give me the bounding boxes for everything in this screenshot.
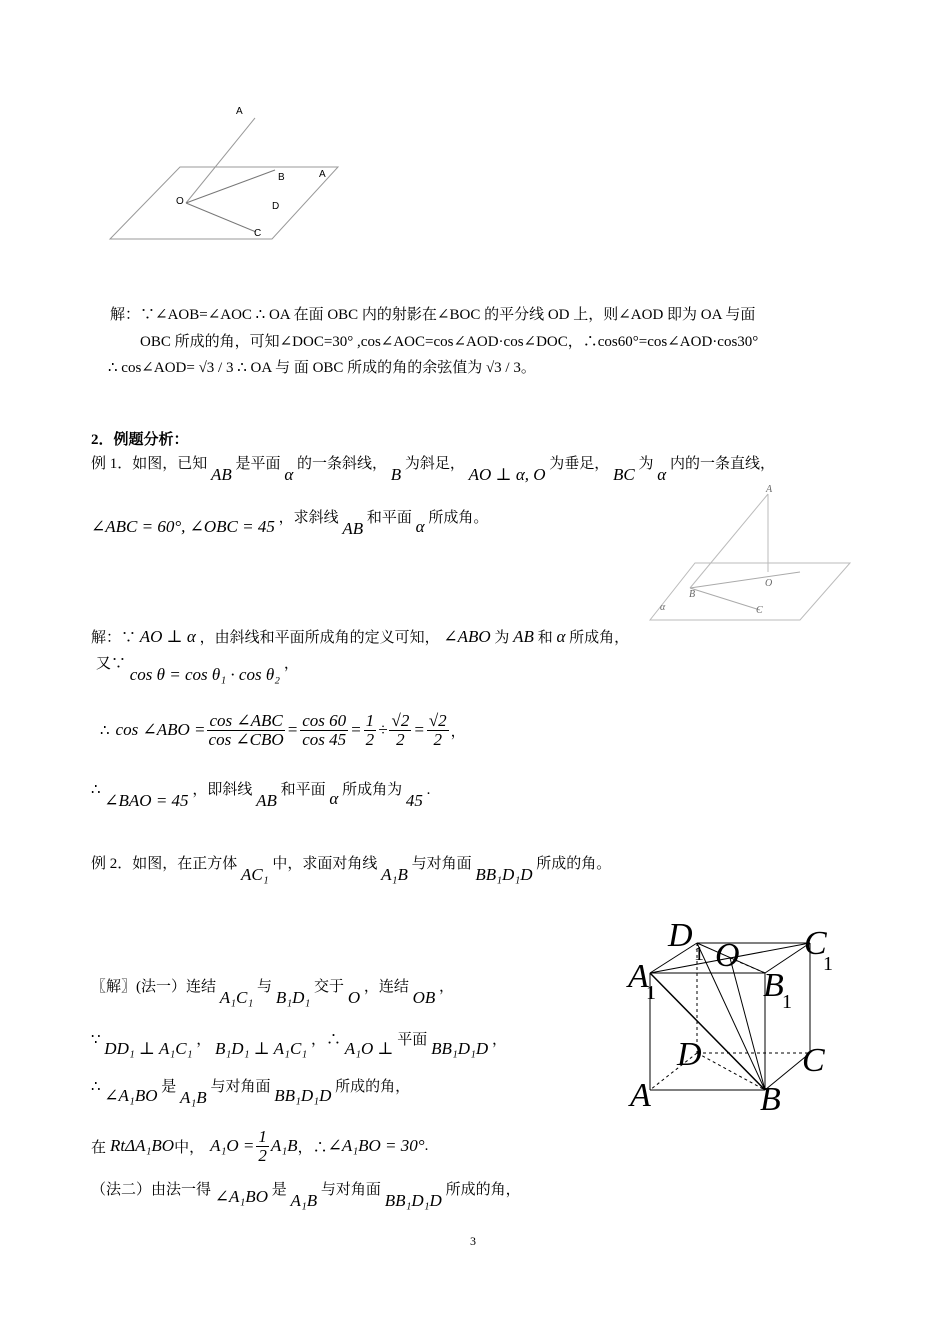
ex2-t2: 中，求面对角线 — [272, 856, 378, 872]
sol3-l2i: ， — [491, 1032, 507, 1048]
frac1-den: cos ∠CBO — [208, 729, 284, 749]
sol2-p4i: . — [426, 782, 431, 798]
sol2-p1h: α — [556, 627, 566, 646]
label-d: D — [272, 201, 280, 212]
sol3-line2 — [91, 1028, 507, 1058]
label-o: O — [176, 196, 184, 207]
label-c1: C — [804, 925, 827, 962]
ex1-b: B — [390, 465, 402, 484]
section-title: 2．例题分析： — [91, 432, 189, 448]
sol3-l5f: BB₁D₁D — [384, 1191, 442, 1210]
sol3-l2e: ，∴ — [310, 1032, 341, 1048]
sol3-l2d: B₁D₁ ⊥ A₁C₁ — [215, 1039, 308, 1058]
sol3-l3c: 是 — [161, 1079, 177, 1095]
frac3-den: 2 — [365, 729, 375, 749]
sol2-line1 — [91, 626, 629, 647]
sol3-l4e: A₁B — [270, 1136, 298, 1156]
frac2-num: cos 60 — [302, 711, 347, 730]
sol2-p2c: ， — [283, 656, 299, 672]
line-oc — [186, 203, 256, 232]
ex1-t1: 是平面 — [235, 456, 281, 472]
sol3-l2c: ， — [196, 1032, 212, 1048]
sol3-l3f: BB₁D₁D — [274, 1086, 332, 1105]
sol3-line3 — [91, 1075, 411, 1107]
ex2-t1: 例 2．如图，在正方体 — [91, 856, 238, 872]
label-d1: D — [668, 917, 693, 954]
ex1-line2 — [91, 506, 489, 538]
sol2-p1b: AO ⊥ α — [139, 627, 196, 646]
sol3-l2a: ∵ — [91, 1032, 101, 1048]
sol3-l4d: A₁O = — [210, 1136, 255, 1156]
fraction-half — [256, 1128, 269, 1165]
plane-parallelogram — [110, 167, 338, 239]
label-o: O — [715, 937, 740, 974]
sol3-l4g: ∠A₁BO = 30° — [327, 1136, 425, 1156]
sol3-l3g: 所成的角， — [335, 1079, 411, 1095]
frac4-num: √2 — [391, 711, 410, 730]
sol2-p2a: 又∵ — [96, 656, 127, 672]
sol3-l1b: A₁C₁ — [219, 988, 254, 1007]
sol3-l3e: 与对角面 — [210, 1079, 271, 1095]
edge-d-b — [697, 1053, 765, 1090]
label-b1-sub: 1 — [782, 991, 792, 1013]
ex1-line1 — [91, 452, 775, 484]
sol2-p4e: 和平面 — [280, 782, 326, 798]
sol2-p4c: ，即斜线 — [192, 782, 253, 798]
line-bc — [690, 588, 760, 610]
sol2-line3 — [100, 712, 466, 749]
line-o-b — [730, 958, 765, 1090]
sol2-line2 — [96, 652, 299, 684]
sol2-p1a: 解：∵ — [91, 630, 137, 646]
label-a2: A — [319, 169, 326, 180]
ex1-t4: 为垂足， — [549, 456, 610, 472]
sol3-l2f: A₁O ⊥ — [344, 1039, 394, 1058]
ex2-line — [91, 852, 612, 884]
frac2-den: cos 45 — [302, 729, 347, 749]
label-b: B — [278, 172, 285, 183]
sol3-l5a: （法二）由法一得 — [91, 1182, 212, 1198]
label-o: O — [765, 578, 773, 589]
half-den: 2 — [258, 1145, 267, 1165]
sol3-l3b: ∠A₁BO — [104, 1086, 158, 1105]
label-c1-sub: 1 — [823, 953, 833, 975]
sol3-line4 — [91, 1128, 428, 1165]
sol3-l1e: 交于 — [314, 979, 345, 995]
label-b: B — [689, 589, 696, 600]
label-b1: B — [763, 967, 784, 1004]
label-a: A — [766, 484, 773, 495]
label-d1-sub: 1 — [694, 943, 704, 965]
ex1-t9: 所成角。 — [428, 510, 489, 526]
ex2-t3: 与对角面 — [411, 856, 472, 872]
eq-1: = — [286, 720, 299, 740]
sol2-p3b: cos ∠ABO = — [115, 720, 206, 740]
label-c: C — [254, 228, 262, 239]
figure-plane-oabc — [100, 100, 360, 250]
label-d: D — [677, 1036, 702, 1073]
sol2-line4 — [91, 778, 431, 810]
sol2-p1g: 和 — [537, 630, 553, 646]
sol2-p3c: ， — [450, 723, 466, 740]
sol3-l1h: OB — [412, 988, 436, 1007]
sol2-p3a: ∴ — [100, 722, 110, 739]
sol3-l2g: 平面 — [397, 1032, 428, 1048]
ex1-alpha2: α — [657, 465, 667, 484]
diag-a1-b — [650, 973, 765, 1090]
sol3-l1a: 〖解〗(法一）连结 — [91, 979, 216, 995]
ex1-t6: 内的一条直线， — [669, 456, 775, 472]
sol3-l1c: 与 — [257, 979, 273, 995]
ex2-t4: 所成的角。 — [536, 856, 612, 872]
ex2-a1b: A₁B — [381, 865, 408, 884]
label-a: A — [236, 106, 243, 117]
plane-alpha — [650, 563, 850, 620]
frac3-num: 1 — [365, 711, 375, 730]
ex1-ao: AO ⊥ α, O — [468, 465, 546, 484]
sol2-p1e: 为 — [494, 630, 510, 646]
sol3-l2b: DD₁ ⊥ A₁C₁ — [104, 1039, 193, 1058]
ex1-ab: AB — [211, 465, 232, 484]
sol1-line2: OBC 所成的角，可知∠DOC=30° ,cos∠AOC=cos∠AOD·cos∠DOC，∴cos60°=cos∠AOD·cos30° — [140, 334, 759, 350]
ex1-angles: ∠ABC = 60°, ∠OBC = 45 — [91, 517, 275, 536]
sol3-l1i: ， — [439, 979, 455, 995]
sol3-l5e: 与对角面 — [320, 1182, 381, 1198]
sol3-l1d: B₁D₁ — [275, 988, 311, 1007]
label-alpha: α — [660, 602, 666, 613]
eq-2: = — [350, 720, 362, 740]
sol2-p4b: ∠BAO = 45 — [104, 791, 189, 810]
sol2-p1c: ，由斜线和平面所成角的定义可知， — [199, 630, 440, 646]
label-a1-sub: 1 — [646, 982, 656, 1004]
sol3-l1f: O — [347, 988, 361, 1007]
sol3-l1g: ，连结 — [363, 979, 409, 995]
sol2-p4f: α — [329, 789, 339, 808]
sol3-line1 — [91, 975, 455, 1007]
sol3-l4f: ，∴ — [297, 1139, 328, 1156]
label-a1: A — [628, 958, 649, 995]
label-b: B — [760, 1081, 781, 1118]
sol2-p4d: AB — [256, 791, 277, 810]
sol3-l4b: RtΔA₁BO — [110, 1136, 175, 1156]
sol3-l5g: 所成的角， — [445, 1182, 521, 1198]
ex2-plane: BB₁D₁D — [475, 865, 533, 884]
frac1-num: cos ∠ABC — [209, 711, 283, 730]
sol1-line1: 解：∵∠AOB=∠AOC ∴ OA 在面 OBC 内的射影在∠BOC 的平分线 OD 上，则∠AOD 即为 OA 与面 — [110, 307, 756, 323]
ex1-bc: BC — [613, 465, 635, 484]
label-c: C — [802, 1042, 825, 1079]
sol3-l4h: . — [424, 1137, 429, 1154]
ex1-t7: ，求斜线 — [278, 510, 339, 526]
ex2-ac: AC₁ — [241, 865, 269, 884]
sol3-l4a: 在 — [91, 1139, 107, 1156]
fraction-2 — [300, 712, 348, 749]
div-sign: ÷ — [378, 720, 388, 740]
ex1-alpha: α — [284, 465, 294, 484]
sol3-l5b: ∠A₁BO — [214, 1187, 268, 1206]
sol2-p4g: 所成角为 — [342, 782, 403, 798]
sol2-p1d: ∠ABO — [443, 627, 491, 646]
label-c: C — [756, 605, 763, 616]
half-num: 1 — [258, 1127, 267, 1146]
ex1-intro: 例 1．如图，已知 — [91, 456, 208, 472]
ex1-ab2: AB — [342, 519, 364, 538]
line-ab — [690, 494, 768, 588]
figure-cube — [620, 910, 850, 1120]
sol3-l5d: A₁B — [290, 1191, 318, 1210]
fraction-1 — [207, 712, 284, 749]
page-number: 3 — [470, 1234, 476, 1248]
label-a: A — [630, 1077, 651, 1114]
sol3-l2h: BB₁D₁D — [431, 1039, 489, 1058]
sol3-line5 — [91, 1178, 521, 1210]
fraction-5 — [427, 712, 449, 749]
line-bo — [690, 572, 800, 588]
sol2-p1f: AB — [513, 627, 534, 646]
ex1-t8: 和平面 — [366, 510, 412, 526]
fraction-4 — [389, 712, 411, 749]
frac5-den: 2 — [433, 729, 442, 749]
frac5-num: √2 — [428, 711, 447, 730]
sol2-p1i: 所成角， — [569, 630, 630, 646]
ex1-t5: 为 — [638, 456, 654, 472]
eq-3: = — [413, 720, 425, 740]
sol2-p4a: ∴ — [91, 782, 101, 798]
frac4-den: 2 — [396, 729, 405, 749]
sol2-p4h: 45 — [405, 791, 423, 810]
ex1-t3: 为斜足， — [404, 456, 465, 472]
sol3-l5c: 是 — [271, 1182, 287, 1198]
figure-plane-abo — [650, 480, 860, 625]
sol3-l3a: ∴ — [91, 1079, 101, 1095]
ex1-t2: 的一条斜线， — [297, 456, 388, 472]
sol2-p2b: cos θ = cos θ₁ · cos θ₂ — [129, 665, 281, 684]
sol1-line3: ∴ cos∠AOD= √3 / 3 ∴ OA 与 面 OBC 所成的角的余弦值为 √3 / 3。 — [108, 360, 536, 376]
fraction-3 — [364, 712, 377, 749]
ex1-alpha3: α — [415, 517, 425, 536]
sol3-l3d: A₁B — [180, 1088, 207, 1107]
sol3-l4c: 中， — [174, 1139, 205, 1156]
